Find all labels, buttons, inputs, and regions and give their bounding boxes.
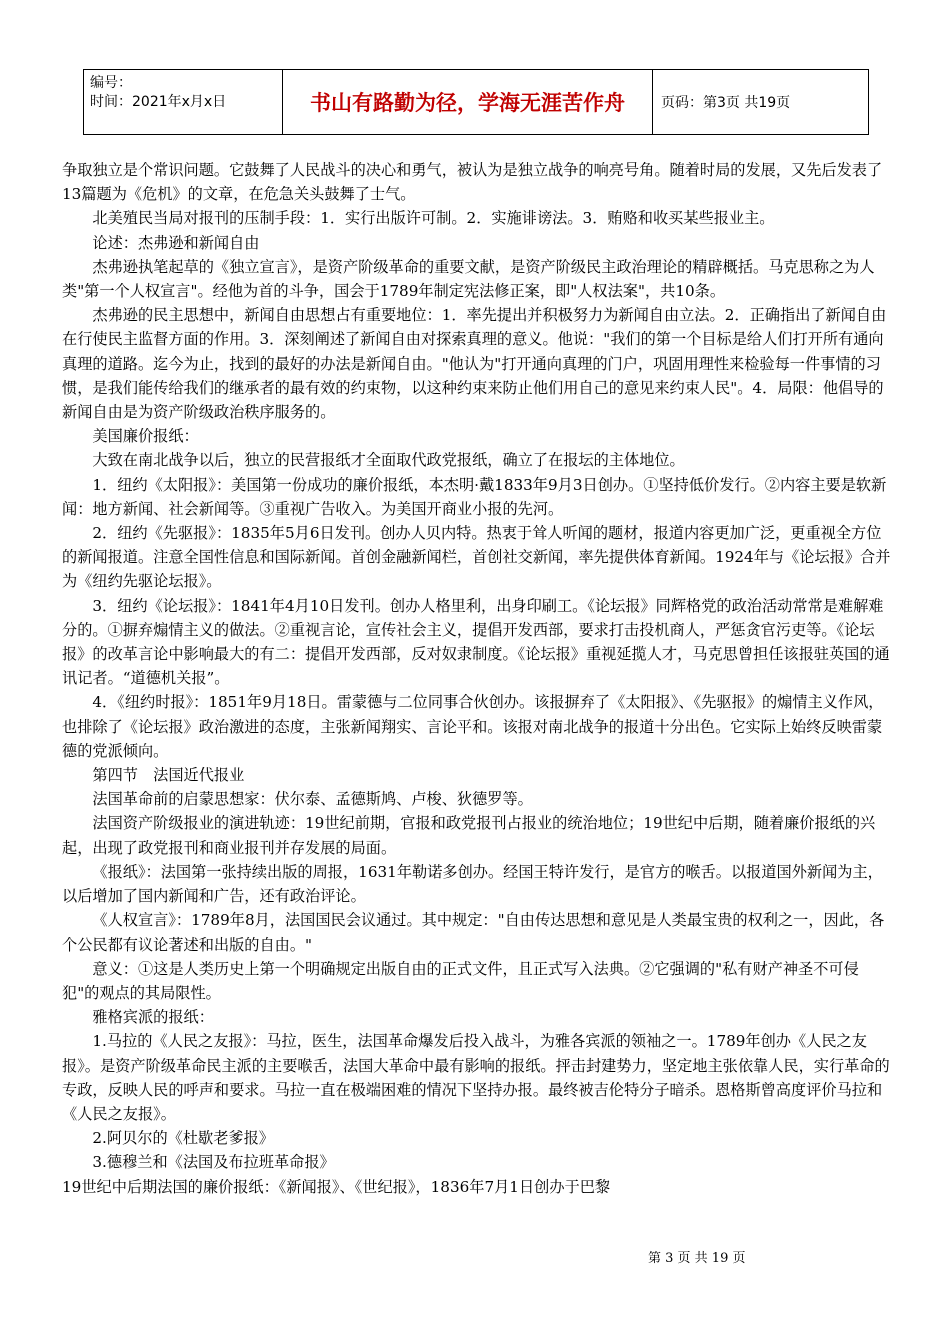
page-footer: 第 3 页 共 19 页 xyxy=(648,1251,746,1266)
paragraph: 19世纪中后期法国的廉价报纸：《新闻报》、《世纪报》，1836年7月1日创办于巴黎 xyxy=(62,1177,611,1196)
paragraph: 杰弗逊的民主思想中，新闻自由思想占有重要地位：1．率先提出并积极努力为新闻自由立法。2．正确指出了新闻自由在行使民主监督方面的作用。3．深刻阐述了新闻自由对探索真理的意义。他说："我们的第一个目标是给人们打开所有通向真理的道路。迄今为止，找到的最好的办法是新闻自由。"他认为"打开通向真理的门户，巩固用理性来检验每一件事情的习惯，是我们能传给我们的继承者的最有效的约束物，以这种约束来防止他们用自己的意见来约束人民"。4．局限：他倡导的新闻自由是为资产阶级政治秩序服务的。 xyxy=(62,306,887,422)
list-item: 1．纽约《太阳报》：美国第一份成功的廉价报纸，本杰明·戴1833年9月3日创办。①坚持低价发行。②内容主要是软新闻：地方新闻、社会新闻等。③重视广告收入。为美国开商业小报的先河。 xyxy=(62,475,887,518)
document-number-label: 编号： xyxy=(90,75,132,91)
document-body xyxy=(62,158,892,1199)
list-item: 3.德穆兰和《法国及布拉班革命报》 xyxy=(92,1153,335,1172)
paragraph: 法国资产阶级报业的演进轨迹：19世纪前期，官报和政党报刊占报业的统治地位；19世纪中后期，随着廉价报纸的兴起，出现了政党报刊和商业报刊并存发展的局面。 xyxy=(62,814,876,857)
document-time-label: 时间：2021年x月x日 xyxy=(90,94,227,110)
header-motto: 书山有路勤为径，学海无涯苦作舟 xyxy=(283,70,653,134)
page-header xyxy=(83,69,869,135)
list-item: 2．纽约《先驱报》：1835年5月6日发刊。创办人贝内特。热衷于耸人听闻的题材，报道内容更加广泛，更重视全方位的新闻报道。注意全国性信息和国际新闻。首创金融新闻栏，首创社交新闻，率先提供体育新闻。1924年与《论坛报》合并为《纽约先驱论坛报》。 xyxy=(62,524,891,591)
section-heading: 论述：杰弗逊和新闻自由 xyxy=(92,233,260,252)
list-item: 3．纽约《论坛报》：1841年4月10日发刊。创办人格里利，出身印刷工。《论坛报》同辉格党的政治活动常常是难解难分的。①摒弃煽情主义的做法。②重视言论，宣传社会主义，提倡开发西部，要求打击投机商人，严惩贪官污吏等。《论坛报》的改革言论中影响最大的有二：提倡开发西部，反对奴隶制度。《论坛报》重视延揽人才，马克思曾担任该报驻英国的通讯记者。“道德机关报”。 xyxy=(62,596,890,688)
paragraph: 大致在南北战争以后，独立的民营报纸才全面取代政党报纸，确立了在报坛的主体地位。 xyxy=(92,451,685,470)
paragraph: 《报纸》：法国第一张持续出版的周报，1631年勒诺多创办。经国王特许发行，是官方的喉舌。以报道国外新闻为主，以后增加了国内新闻和广告，还有政治评论。 xyxy=(62,862,883,906)
section-heading: 第四节 法国近代报业 xyxy=(92,766,245,785)
paragraph: 《人权宣言》：1789年8月，法国国民会议通过。其中规定："自由传达思想和意见是人类最宝贵的权利之一，因此，各个公民都有议论著述和出版的自由。" xyxy=(62,911,885,954)
header-info-cell xyxy=(84,70,283,134)
paragraph: 争取独立是个常识问题。它鼓舞了人民战斗的决心和勇气，被认为是独立战争的响亮号角。随着时局的发展，又先后发表了13篇题为《危机》的文章，在危急关头鼓舞了士气。 xyxy=(62,161,883,204)
paragraph: 杰弗逊执笔起草的《独立宣言》，是资产阶级革命的重要文献，是资产阶级民主政治理论的精辟概括。马克思称之为人类"第一个人权宣言"。经他为首的斗争，国会于1789年制定宪法修正案，即"人权法案"，共10条。 xyxy=(62,257,875,301)
list-item: 4．《纽约时报》：1851年9月18日。雷蒙德与二位同事合伙创办。该报摒弃了《太阳报》、《先驱报》的煽情主义作风，也排除了《论坛报》政治激进的态度，主张新闻翔实、言论平和。该报对南北战争的报道十分出色。它实际上始终反映雷蒙德的党派倾向。 xyxy=(62,693,884,760)
paragraph: 法国革命前的启蒙思想家：伏尔泰、孟德斯鸠、卢梭、狄德罗等。 xyxy=(92,790,533,809)
paragraph: 意义：①这是人类历史上第一个明确规定出版自由的正式文件，且正式写入法典。②它强调的"私有财产神圣不可侵犯"的观点的其局限性。 xyxy=(62,959,859,1002)
paragraph: 北美殖民当局对报刊的压制手段：1．实行出版许可制。2．实施诽谤法。3．贿赂和收买某些报业主。 xyxy=(92,209,775,228)
section-heading: 美国廉价报纸： xyxy=(92,427,199,446)
list-item: 1.马拉的《人民之友报》：马拉，医生，法国革命爆发后投入战斗，为雅各宾派的领袖之一。1789年创办《人民之友报》。是资产阶级革命民主派的主要喉舌，法国大革命中最有影响的报纸。抨击封建势力，坚定地主张依靠人民，实行革命的专政，反映人民的呼声和要求。马拉一直在极端困难的情况下坚持办报。最终被吉伦特分子暗杀。恩格斯曾高度评价马拉和《人民之友报》。 xyxy=(62,1032,890,1123)
header-page-label: 页码：第3页 共19页 xyxy=(661,95,791,111)
list-item: 2.阿贝尔的《杜歇老爹报》 xyxy=(92,1129,274,1148)
section-heading: 雅格宾派的报纸： xyxy=(92,1008,214,1027)
